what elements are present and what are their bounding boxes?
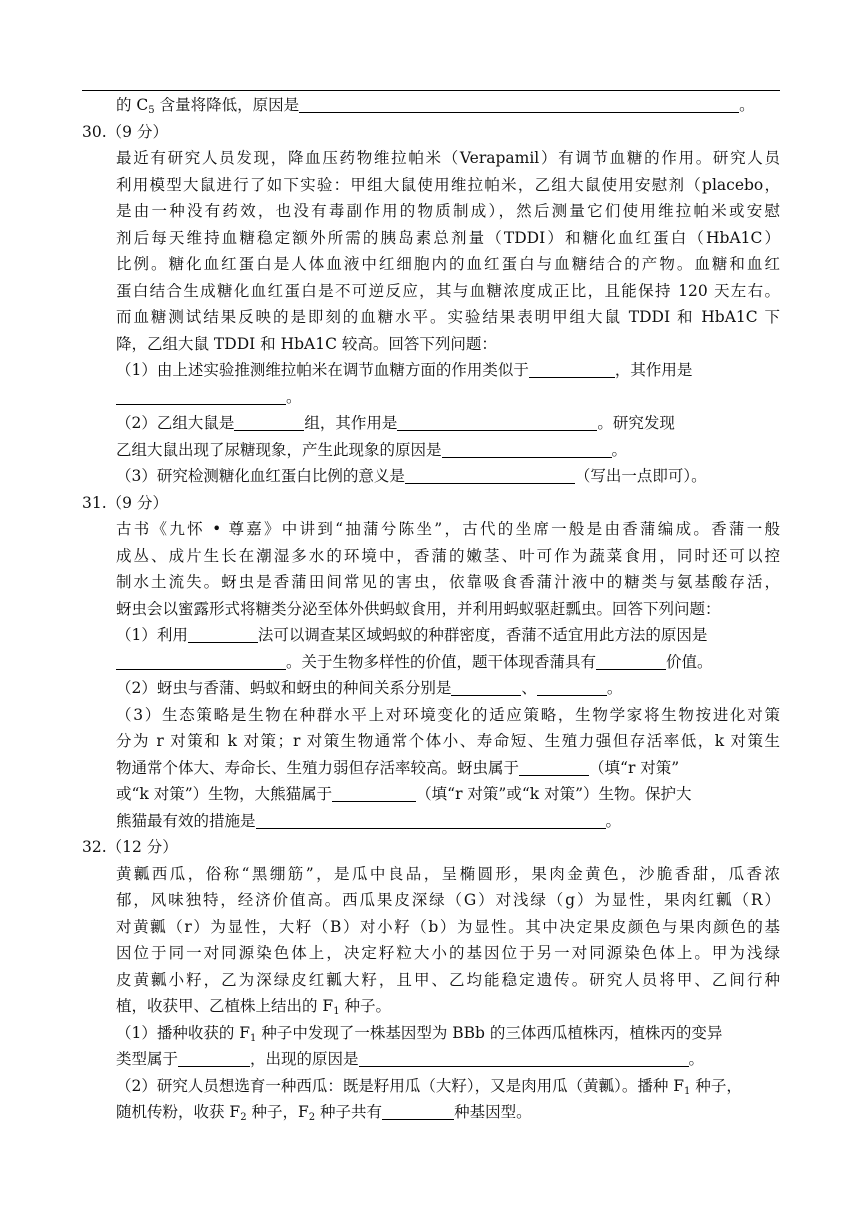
answer-blank[interactable] [451,678,521,696]
q31-subquestion-3-line: 分为 r 对策和 k 对策；r 对策生物通常个体小、寿命短、生殖力强但存活率低，k 对策生 [116,732,780,750]
q30-paragraph-line: 而血糖测试结果反映的是即刻的血糖水平。实验结果表明甲组大鼠 TDDI 和 HbA1C 下 [116,308,780,326]
q30-subquestion-3: （3）研究检测糖化血红蛋白比例的意义是 （写出一点即可）。 [116,467,707,485]
answer-blank[interactable] [256,811,606,829]
exam-page [82,92,780,1126]
q32-subquestion-2: （2）研究人员想选育一种西瓜：既是籽用瓜（大籽），又是肉用瓜（黄瓤）。播种 $F_1$ 种子， [116,1076,742,1097]
answer-blank[interactable] [116,387,286,405]
carry-over-line: 的 $C_5$ 含量将降低，原因是 。 [116,96,755,116]
q32-subquestion-2-cont: 随机传粉，收获 $F_2$ 种子，$F_2$ 种子共有 种基因型。 [116,1103,532,1123]
q31-subquestion-3: （3）生态策略是生物在种群水平上对环境变化的适应策略，生物学家将生物按进化对策 [116,705,780,724]
q30-paragraph-line: 最近有研究人员发现，降血压药物维拉帕米（Verapamil）有调节血糖的作用。研究人员 [116,149,780,167]
q32-paragraph-line: 植，收获甲、乙植株上结出的 $F_1$ 种子。 [116,997,391,1017]
answer-blank[interactable] [442,440,612,458]
q32-subquestion-1-cont: 类型属于 ，出现的原因是 。 [116,1050,705,1068]
q30-header: 30.（9 分） [82,122,168,141]
q30-paragraph-line: 是由一种没有药效，也没有毒副作用的物质制成），然后测量它们使用维拉帕米或安慰 [116,202,780,220]
q31-paragraph-line: 成丛、成片生长在潮湿多水的环境中，香蒲的嫩茎、叶可作为蔬菜食用，同时还可以控 [116,546,780,565]
answer-blank[interactable] [382,1102,454,1120]
q31-subquestion-3-line: 物通常个体大、寿命长、生殖力弱但存活率较高。蚜虫属于 （填“r 对策” [116,758,680,777]
answer-blank[interactable] [359,1049,689,1067]
q32-header: 32.（12 分） [82,838,178,856]
q31-subquestion-3-line: 熊猫最有效的措施是 。 [116,811,622,830]
q31-paragraph-line: 古书《九怀 • 尊嘉》中讲到“抽蒲兮陈坐”，古代的坐席一般是由香蒲编成。香蒲一般 [116,520,780,538]
q32-subquestion-1: （1）播种收获的 $F_1$ 种子中发现了一株基因型为 BBb 的三体西瓜植株丙，植株丙的变异 [116,1023,723,1044]
q30-subquestion-1-cont: 。 [82,384,780,411]
answer-blank[interactable] [116,652,286,670]
q30-paragraph-line: 降，乙组大鼠 TDDI 和 HbA1C 较高。回答下列问题： [116,334,497,353]
q31-subquestion-1-cont: 。关于生物多样性的价值，题干体现香蒲具有 价值。 [82,649,780,676]
q31-subquestion-1: （1）利用 法可以调查某区域蚂蚁的种群密度，香蒲不适宜用此方法的原因是 [116,626,708,644]
q30-subquestion-1: （1）由上述实验推测维拉帕米在调节血糖方面的作用类似于 ，其作用是 [116,361,693,379]
q32-paragraph-line: 因位于同一对同源染色体上，决定籽粒大小的基因位于另一对同源染色体上。甲为浅绿 [116,944,780,962]
q30-paragraph-line: 剂后每天维持血糖稳定额外所需的胰岛素总剂量（TDDI）和糖化血红蛋白（HbA1C） [116,228,780,247]
q31-header: 31.（9 分） [82,493,168,512]
q30-paragraph-line: 蛋白结合生成糖化血红蛋白是不可逆反应，其与血糖浓度成正比，且能保持 120 天左右。 [116,281,780,300]
answer-blank[interactable] [332,784,416,802]
q31-subquestion-2: （2）蚜虫与香蒲、蚂蚁和蚜虫的种间关系分别是 、 。 [116,679,623,697]
answer-blank[interactable] [178,1049,250,1067]
answer-blank[interactable] [234,413,304,431]
answer-blank[interactable] [188,625,258,643]
answer-blank[interactable] [537,678,607,696]
answer-blank[interactable] [519,758,589,776]
q31-paragraph-line: 蚜虫会以蜜露形式将糖类分泌至体外供蚂蚁食用，并利用蚂蚁驱赶瓢虫。回答下列问题： [116,599,721,618]
q32-paragraph-line: 皮黄瓤小籽，乙为深绿皮红瓤大籽，且甲、乙均能稳定遗传。研究人员将甲、乙间行种 [116,970,780,989]
q30-paragraph-line: 利用模型大鼠进行了如下实验：甲组大鼠使用维拉帕米，乙组大鼠使用安慰剂（placebo， [116,175,780,194]
answer-blank[interactable] [596,652,666,670]
q30-subquestion-2: （2）乙组大鼠是 组，其作用是 。研究发现 [116,414,675,432]
q31-subquestion-3-line: 或“k 对策”）生物，大熊猫属于 （填“r 对策”或“k 对策”）生物。保护大 [116,785,692,803]
q30-paragraph-line: 比例。糖化血红蛋白是人体血液中红细胞内的血红蛋白与血糖结合的产物。血糖和血红 [116,255,780,273]
answer-blank[interactable] [397,413,597,431]
q30-subquestion-2-cont: 乙组大鼠出现了尿糖现象，产生此现象的原因是 。 [116,440,628,459]
answer-blank[interactable] [299,95,739,113]
q32-paragraph-line: 对黄瓤（r）为显性，大籽（B）对小籽（b）为显性。其中决定果皮颜色与果肉颜色的基 [116,917,780,936]
q32-paragraph-line: 郁，风味独特，经济价值高。西瓜果皮深绿（G）对浅绿（g）为显性，果肉红瓤（R） [116,891,780,909]
q31-paragraph-line: 制水土流失。蚜虫是香蒲田间常见的害虫，依靠吸食香蒲汁液中的糖类与氨基酸存活， [116,573,780,591]
answer-blank[interactable] [529,360,615,378]
q32-paragraph-line: 黄瓤西瓜，俗称“黑绷筋”，是瓜中良品，呈椭圆形，果肉金黄色，沙脆香甜，瓜香浓 [116,864,780,883]
answer-blank[interactable] [405,466,575,484]
header-rule [82,90,780,91]
